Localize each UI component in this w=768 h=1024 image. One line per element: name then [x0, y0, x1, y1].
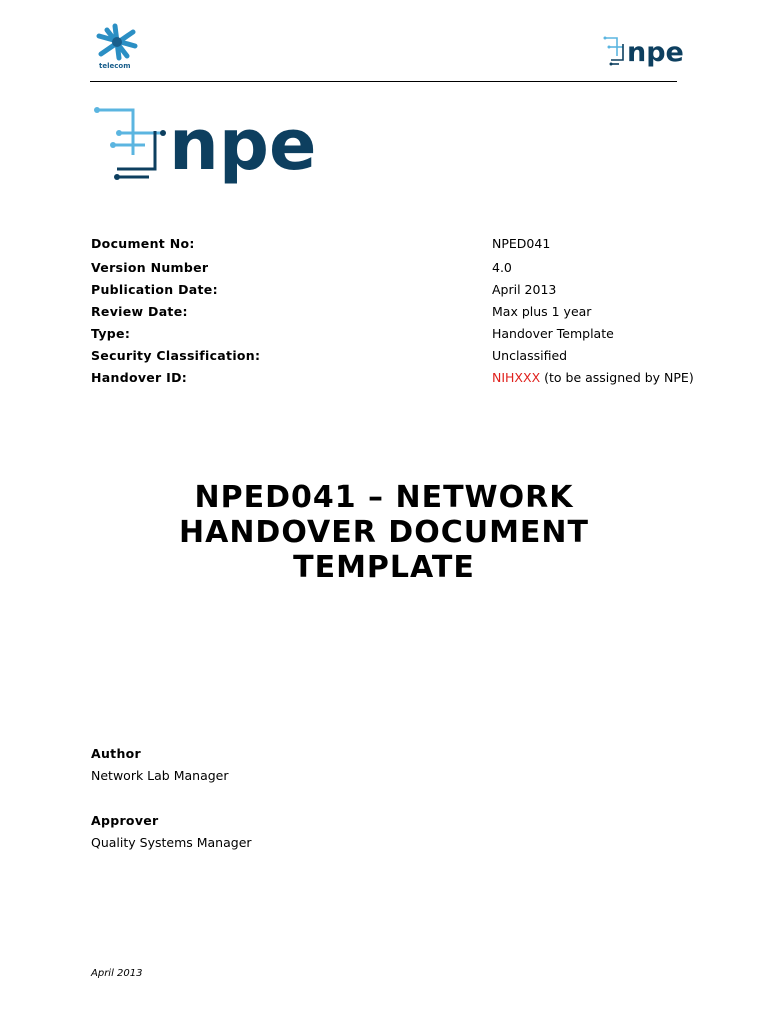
handover-id-note: (to be assigned by NPE): [540, 370, 694, 385]
telecom-star-icon: [93, 22, 153, 66]
telecom-logo: [93, 22, 203, 74]
meta-row-review-date: [91, 302, 731, 322]
header-divider: [90, 81, 677, 82]
npe-main-logo: [93, 103, 323, 185]
meta-label: Security Classification:: [91, 348, 261, 363]
meta-label: Handover ID:: [91, 370, 188, 385]
author-value: Network Lab Manager: [91, 768, 229, 783]
meta-value: Unclassified: [492, 348, 568, 363]
meta-label: Type:: [91, 326, 131, 341]
meta-label: Review Date:: [91, 304, 188, 319]
meta-label: Publication Date:: [91, 282, 218, 297]
npe-main-circuit-icon: [93, 103, 323, 185]
meta-value: 4.0: [492, 260, 512, 275]
header-npe-logo: [603, 34, 693, 68]
main-npe-text: npe: [169, 104, 317, 185]
handover-id-placeholder: NIHXXX: [492, 370, 541, 385]
meta-value: Handover Template: [492, 326, 614, 341]
author-label: Author: [91, 746, 141, 761]
title-line: HANDOVER DOCUMENT: [179, 515, 589, 550]
document-title: [90, 480, 678, 585]
meta-row-publication-date: [91, 280, 731, 300]
approver-label: Approver: [91, 813, 159, 828]
npe-circuit-icon: [603, 34, 693, 68]
meta-label: Document No:: [91, 236, 195, 251]
meta-value: Max plus 1 year: [492, 304, 592, 319]
meta-value: NPED041: [492, 236, 551, 251]
header-npe-text: npe: [627, 37, 684, 68]
meta-row-security: [91, 346, 731, 366]
footer-date: April 2013: [91, 968, 143, 979]
meta-row-type: [91, 324, 731, 344]
meta-row-document-no: [91, 234, 731, 254]
meta-row-handover-id: [91, 368, 731, 388]
telecom-logo-text: telecom: [99, 62, 131, 70]
meta-value: April 2013: [492, 282, 557, 297]
meta-label: Version Number: [91, 260, 209, 275]
title-line: TEMPLATE: [293, 550, 475, 585]
meta-row-version: [91, 258, 731, 278]
meta-value: [492, 368, 694, 388]
title-line: NPED041 – NETWORK: [194, 480, 574, 515]
approver-value: Quality Systems Manager: [91, 835, 252, 850]
